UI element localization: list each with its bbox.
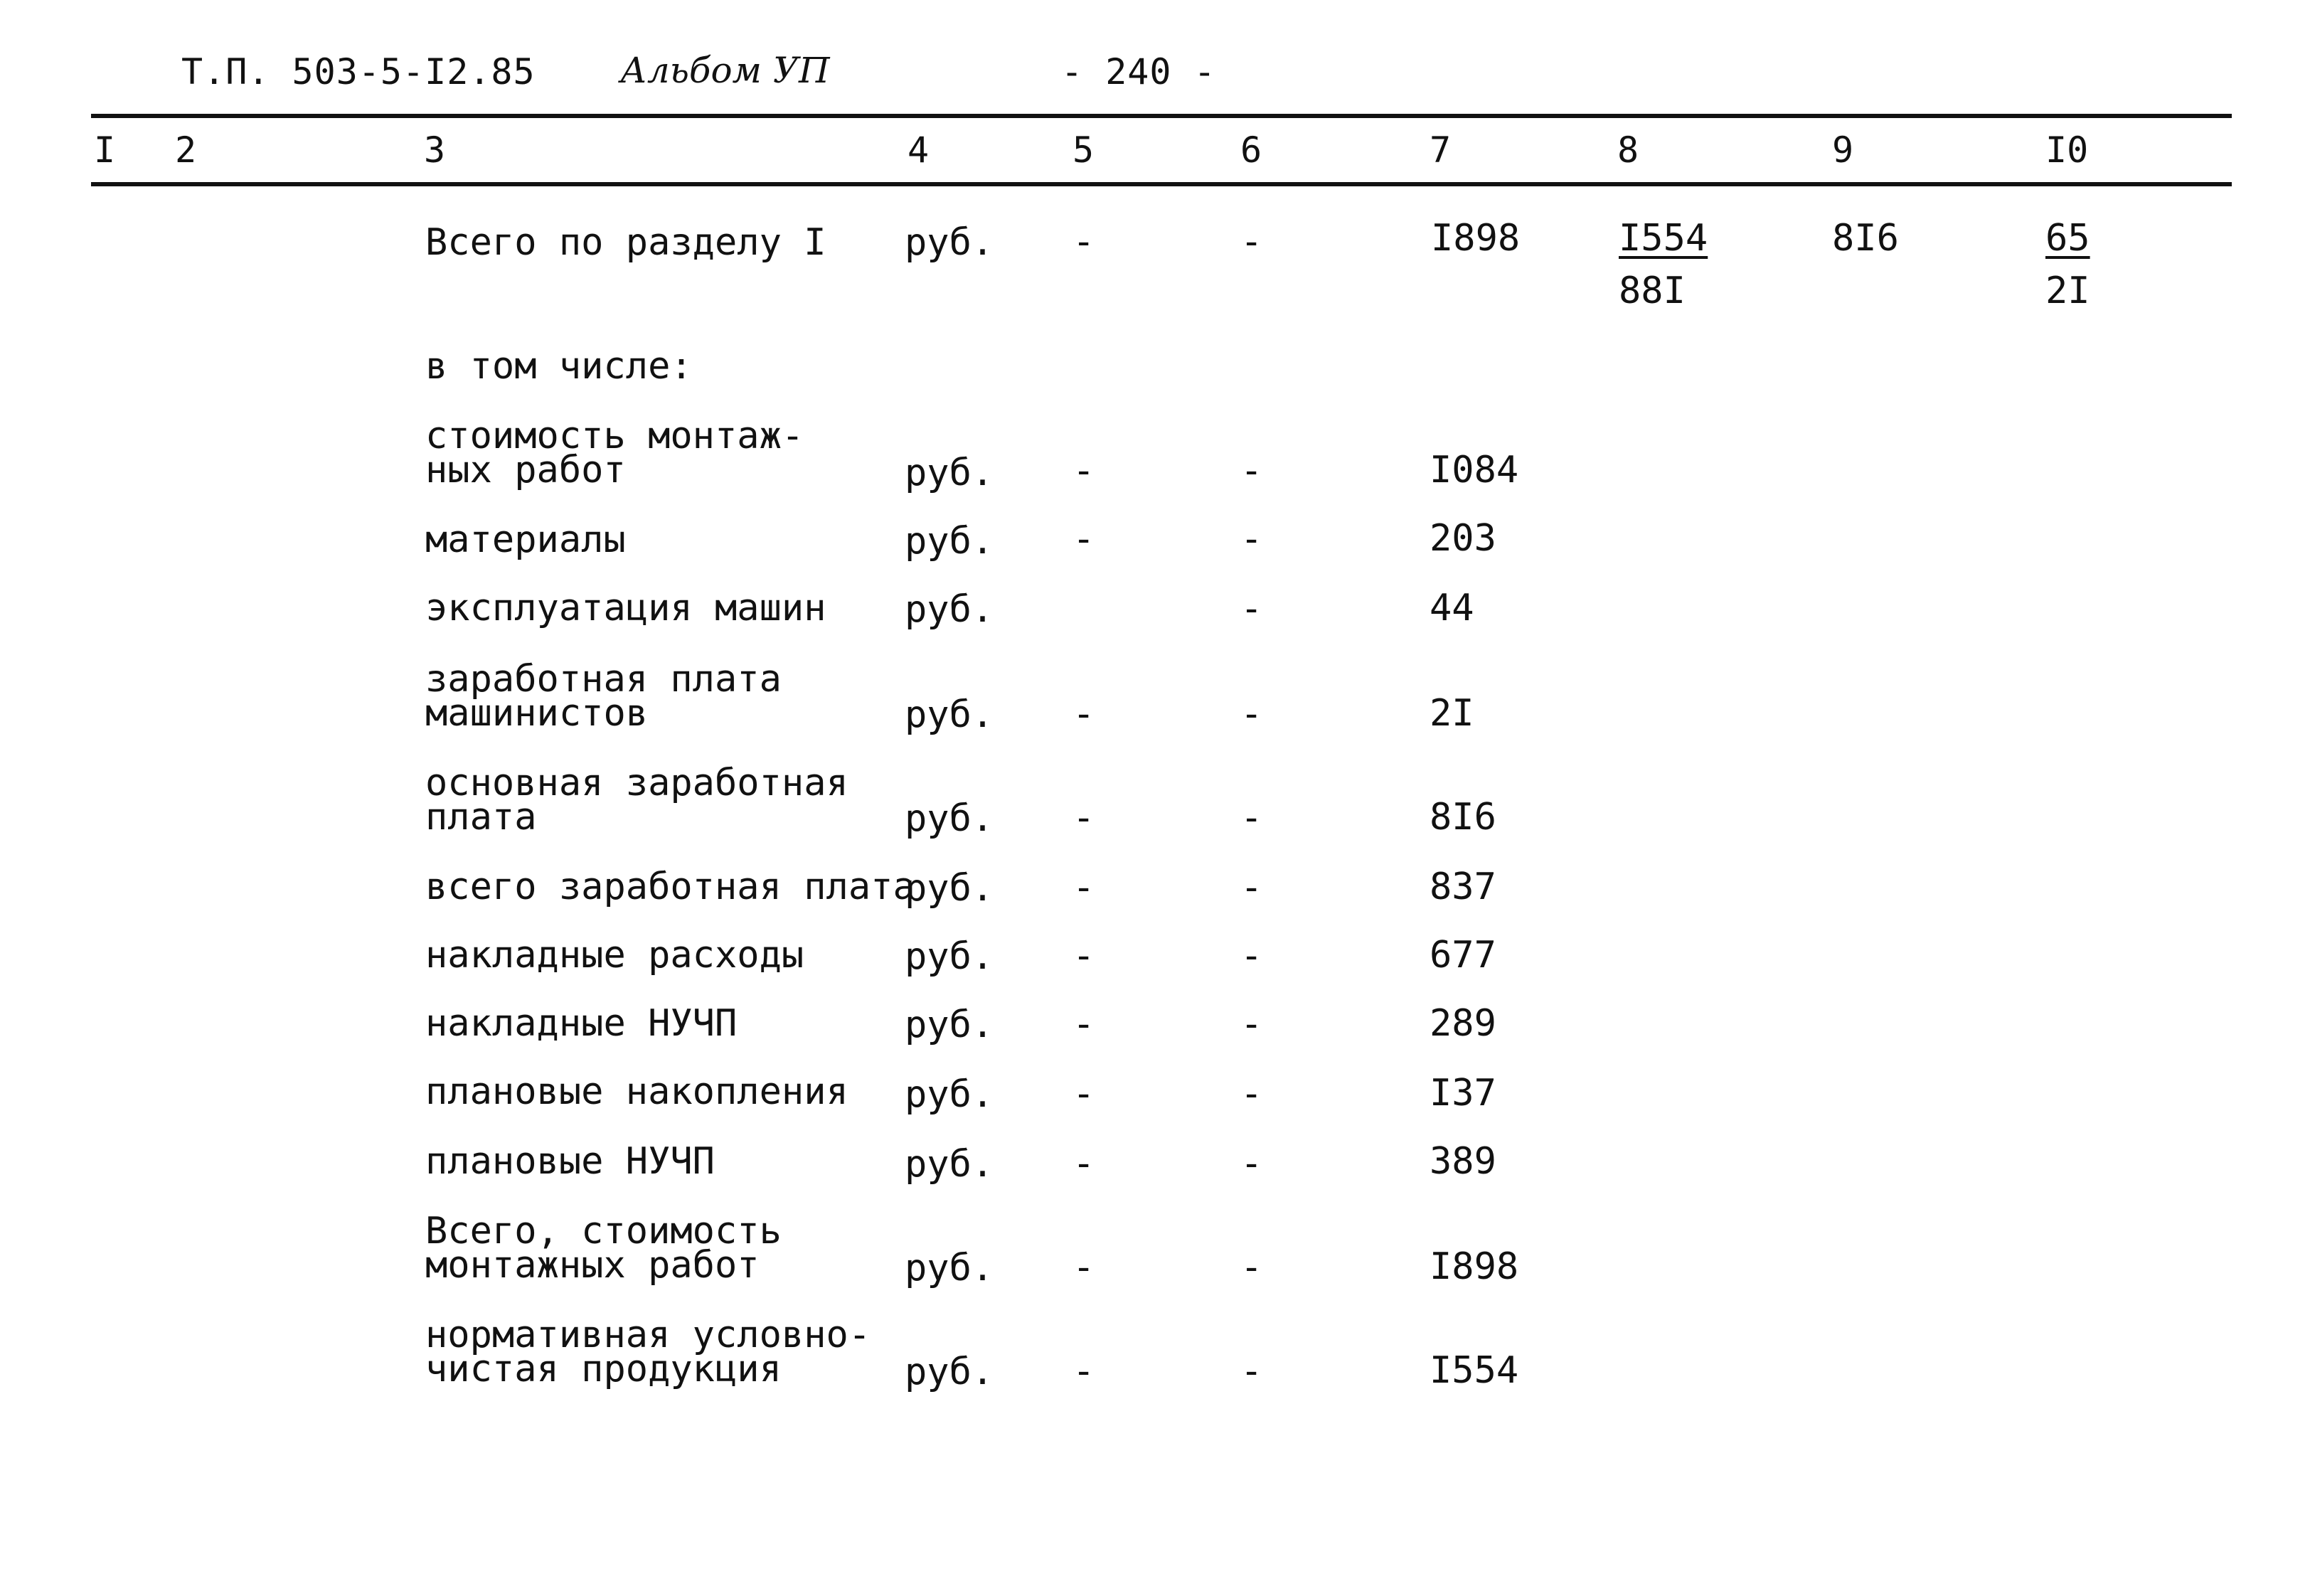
row-col7: 203: [1430, 517, 1496, 560]
row-name-line2: плата: [425, 796, 537, 839]
row-col7: 389: [1430, 1140, 1496, 1183]
row-col7: 44: [1430, 587, 1474, 629]
column-number-4: 4: [907, 129, 930, 171]
row-col7: 8I6: [1430, 796, 1496, 839]
row-col5: -: [1072, 1073, 1095, 1115]
total-row-col8-bottom: 88I: [1619, 270, 1686, 312]
row-col5: -: [1072, 449, 1095, 492]
row-col6: -: [1240, 1246, 1263, 1289]
row-unit: руб.: [905, 1351, 994, 1393]
row-col5: -: [1072, 693, 1095, 735]
row-name-line2: ных работ: [425, 449, 626, 491]
column-number-1: I: [94, 129, 116, 171]
row-unit: руб.: [905, 1073, 994, 1116]
row-col6: -: [1240, 935, 1263, 977]
column-number-8: 8: [1617, 129, 1639, 171]
row-col6: -: [1240, 866, 1263, 909]
row-name-line2: материалы: [425, 518, 626, 561]
row-col5: -: [1072, 1350, 1095, 1393]
row-unit: руб.: [905, 797, 994, 840]
row-col6: -: [1240, 518, 1263, 560]
row-name-line2: машинистов: [425, 692, 649, 735]
row-unit: руб.: [905, 935, 994, 978]
total-row-col6: -: [1240, 220, 1263, 263]
row-col5: -: [1072, 797, 1095, 839]
row-col5: -: [1072, 1246, 1095, 1289]
column-number-2: 2: [175, 129, 197, 171]
row-name-line1: заработная плата: [425, 658, 782, 701]
row-col7: 837: [1430, 866, 1496, 908]
total-row-col10-bottom: 2I: [2045, 270, 2090, 312]
column-number-9: 9: [1832, 129, 1854, 171]
top-rule: [91, 114, 2232, 118]
row-col6: -: [1240, 1350, 1263, 1393]
subheading: в том числе:: [425, 345, 693, 388]
row-name-line1: нормативная условно-: [425, 1314, 871, 1356]
row-name-line2: плановые НУЧП: [425, 1140, 715, 1183]
row-unit: руб.: [905, 1143, 994, 1186]
row-name-line2: плановые накопления: [425, 1070, 848, 1113]
row-col5: -: [1072, 1003, 1095, 1046]
row-col6: -: [1240, 693, 1263, 735]
row-col7: 2I: [1430, 692, 1474, 735]
total-row-col7: I898: [1431, 217, 1521, 260]
row-col6: -: [1240, 587, 1263, 630]
row-col6: -: [1240, 1003, 1263, 1046]
column-number-7: 7: [1430, 129, 1452, 171]
header-rule: [91, 182, 2232, 186]
row-col6: -: [1240, 1073, 1263, 1115]
column-number-10: I0: [2045, 129, 2089, 171]
row-col7: 289: [1430, 1002, 1496, 1045]
row-unit: руб.: [905, 588, 994, 631]
row-col7: I084: [1430, 449, 1519, 491]
row-col7: I37: [1430, 1072, 1496, 1114]
row-unit: руб.: [905, 452, 994, 494]
row-col5: -: [1072, 518, 1095, 560]
total-row-col5: -: [1072, 220, 1095, 263]
row-unit: руб.: [905, 1004, 994, 1046]
column-number-6: 6: [1240, 129, 1262, 171]
total-row-name: Всего по разделу I: [425, 221, 826, 264]
row-unit: руб.: [905, 1247, 994, 1289]
row-col7: 677: [1430, 934, 1496, 977]
total-row-col9: 8I6: [1832, 217, 1899, 260]
row-name-line2: накладные НУЧП: [425, 1002, 738, 1045]
row-name-line2: монтажных работ: [425, 1244, 760, 1287]
row-unit: руб.: [905, 693, 994, 736]
row-name-line1: стоимость монтаж-: [425, 415, 804, 457]
row-col6: -: [1240, 1142, 1263, 1185]
row-col5: -: [1072, 1142, 1095, 1185]
row-name-line1: основная заработная: [425, 762, 848, 804]
row-name-line2: чистая продукция: [425, 1348, 782, 1390]
row-name-line2: всего заработная плата: [425, 866, 915, 908]
document-code: Т.П. 503-5-I2.85: [181, 51, 536, 92]
row-col6: -: [1240, 449, 1263, 492]
total-row-unit: руб.: [905, 221, 994, 264]
row-col7: I554: [1430, 1349, 1519, 1392]
row-col5: -: [1072, 935, 1095, 977]
row-name-line2: накладные расходы: [425, 934, 804, 977]
total-row-col8-top: I554: [1619, 217, 1708, 260]
total-row-col10-top: 65: [2045, 217, 2090, 260]
album-label: Альбом УП: [620, 50, 830, 91]
row-name-line1: Всего, стоимость: [425, 1210, 782, 1252]
row-col5: -: [1072, 866, 1095, 909]
row-unit: руб.: [905, 867, 994, 910]
row-unit: руб.: [905, 520, 994, 563]
row-name-line2: эксплуатация машин: [425, 587, 826, 629]
column-number-5: 5: [1072, 129, 1095, 171]
row-col6: -: [1240, 797, 1263, 839]
page-number: - 240 -: [1061, 51, 1216, 92]
row-col7: I898: [1430, 1245, 1519, 1288]
column-number-3: 3: [424, 129, 446, 171]
